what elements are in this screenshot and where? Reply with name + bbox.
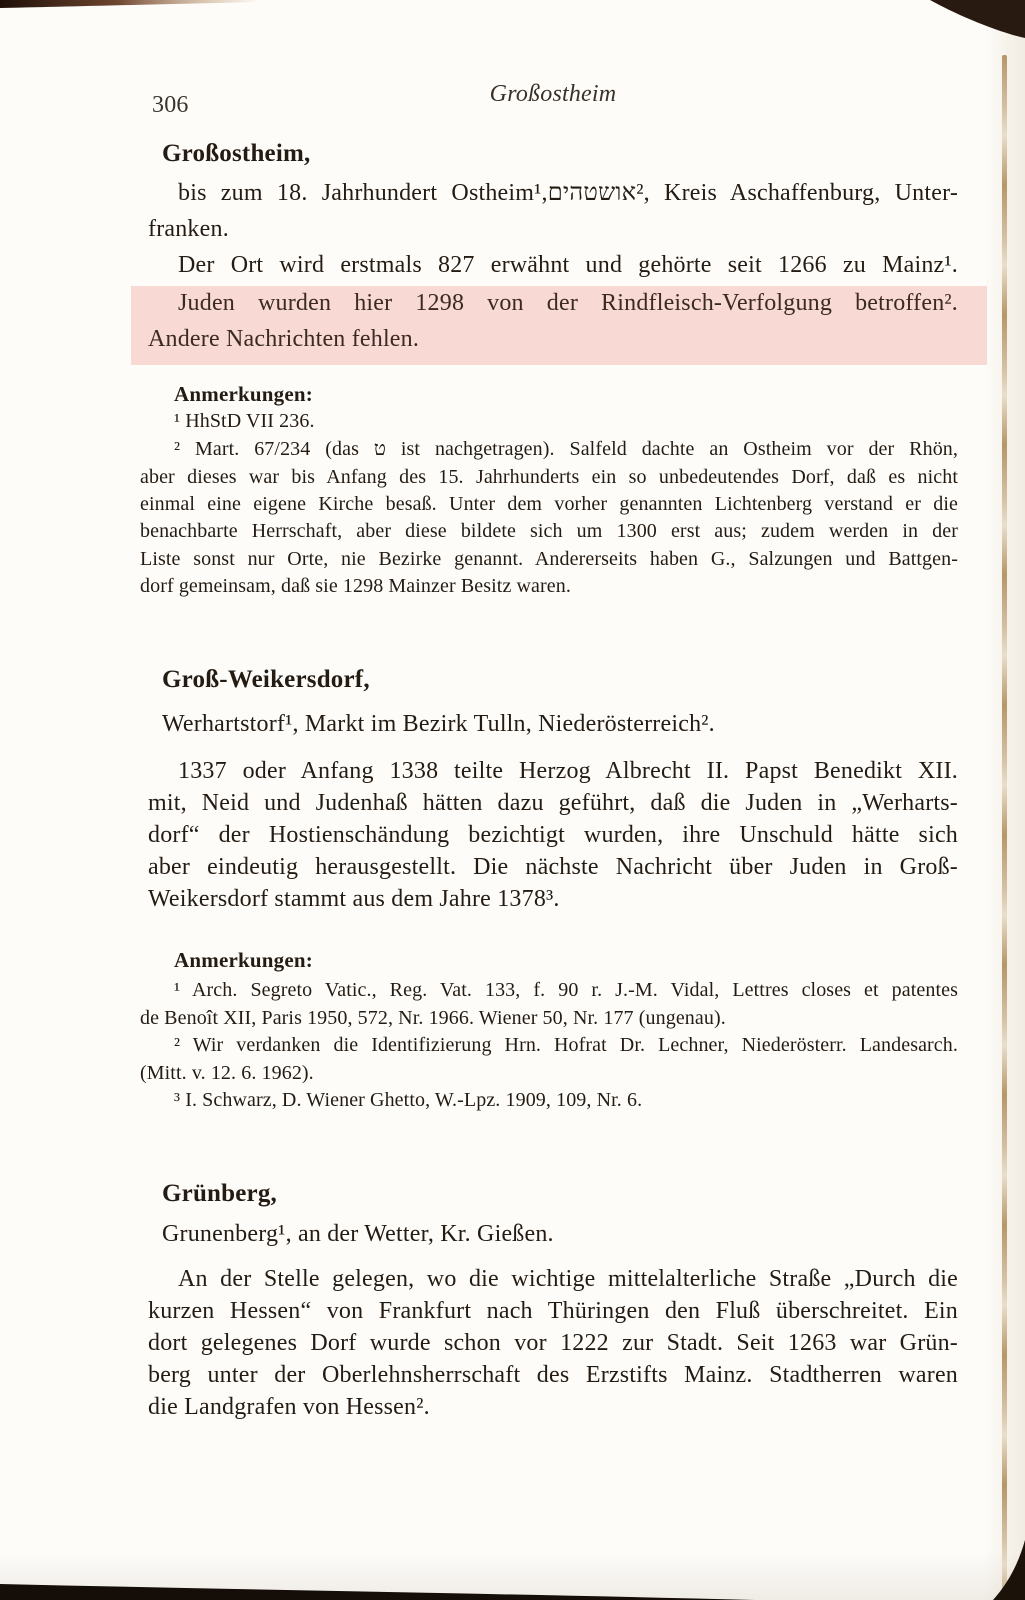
scan-bottom-shadow [0,1580,1025,1600]
footnote-line: ² Mart. 67/234 (das ט ist nachgetragen). Salfeld dachte an Ostheim vor der Rhön, [174,438,959,460]
footnote-line: (Mitt. v. 12. 6. 1962). [140,1062,314,1084]
text-line: Grunenberg¹, an der Wetter, Kr. Gießen. [162,1221,554,1247]
footnotes-label: Anmerkungen: [174,948,313,972]
text-line: kurzen Hessen“ von Frankfurt nach Thüringen den Fluß überschreitet. Ein [148,1298,958,1324]
entry-heading-grossostheim: Großostheim, [162,140,311,167]
highlighted-text-line: Andere Nachrichten fehlen. [148,326,420,352]
text-line: Der Ort wird erstmals 827 erwähnt und gehörte seit 1266 zu Mainz¹. [178,252,958,278]
entry-heading-gruenberg: Grünberg, [162,1180,277,1207]
text-line: dort gelegenes Dorf wurde schon vor 1222 zur Stadt. Seit 1263 war Grün- [148,1330,958,1356]
page-number: 306 [152,92,189,118]
footnote-line: Liste sonst nur Orte, nie Bezirke genannt. Andererseits haben G., Salzungen und Battgen- [140,548,958,570]
text-line: die Landgrafen von Hessen². [148,1394,430,1420]
highlighted-text-line: Juden wurden hier 1298 von der Rindfleisch-Verfolgung betroffen². [178,290,958,316]
footnote-line: ¹ HhStD VII 236. [174,410,315,432]
entry-heading-gross-weikersdorf: Groß-Weikersdorf, [162,666,370,693]
footnote-line: aber dieses war bis Anfang des 15. Jahrhunderts ein so unbedeutendes Dorf, daß es nicht [140,466,958,488]
footnote-line: ¹ Arch. Segreto Vatic., Reg. Vat. 133, f. 90 r. J.-M. Vidal, Lettres closes et patentes [174,979,958,1001]
scan-top-left-edge-mark [0,0,260,10]
text-line: aber eindeutig herausgestellt. Die nächste Nachricht über Juden in Groß- [148,854,958,880]
scan-top-right-corner-shadow [925,0,1025,40]
footnote-line: benachbarte Herrschaft, aber diese bildete sich um 1300 erst aus; zudem werden in der [140,520,958,542]
footnote-line: ³ I. Schwarz, D. Wiener Ghetto, W.-Lpz. 1909, 109, Nr. 6. [174,1089,643,1111]
footnote-line: de Benoît XII, Paris 1950, 572, Nr. 1966. Wiener 50, Nr. 177 (ungenau). [140,1007,726,1029]
text-line: franken. [148,216,229,242]
footnote-line: einmal eine eigene Kirche besaß. Unter dem vorher genannten Lichtenberg verstand er die [140,493,958,515]
footnotes-label: Anmerkungen: [174,382,313,406]
text-line: An der Stelle gelegen, wo die wichtige mittelalterliche Straße „Durch die [178,1266,958,1292]
text-line: dorf“ der Hostienschändung bezichtigt wurden, ihre Unschuld hätte sich [148,822,958,848]
footnote-line: ² Wir verdanken die Identifizierung Hrn. Hofrat Dr. Lechner, Niederösterr. Landesarch. [174,1034,958,1056]
text-line: 1337 oder Anfang 1338 teilte Herzog Albrecht II. Papst Benedikt XII. [178,758,958,784]
text-line: Weikersdorf stammt aus dem Jahre 1378³. [148,886,560,912]
text-line: mit, Neid und Judenhaß hätten dazu geführt, daß die Juden in „Werharts- [148,790,958,816]
running-header: Großostheim [489,81,617,107]
scan-page-edge-line [1002,55,1007,1600]
text-line: Werhartstorf¹, Markt im Bezirk Tulln, Niederösterreich². [162,711,715,737]
text-line: bis zum 18. Jahrhundert Ostheim¹,‏אושטהים‎², Kreis Aschaffenburg, Unter- [178,180,959,206]
footnote-line: dorf gemeinsam, daß sie 1298 Mainzer Besitz waren. [140,575,571,597]
text-line: berg unter der Oberlehnsherrschaft des Erzstifts Mainz. Stadtherren waren [148,1362,958,1388]
